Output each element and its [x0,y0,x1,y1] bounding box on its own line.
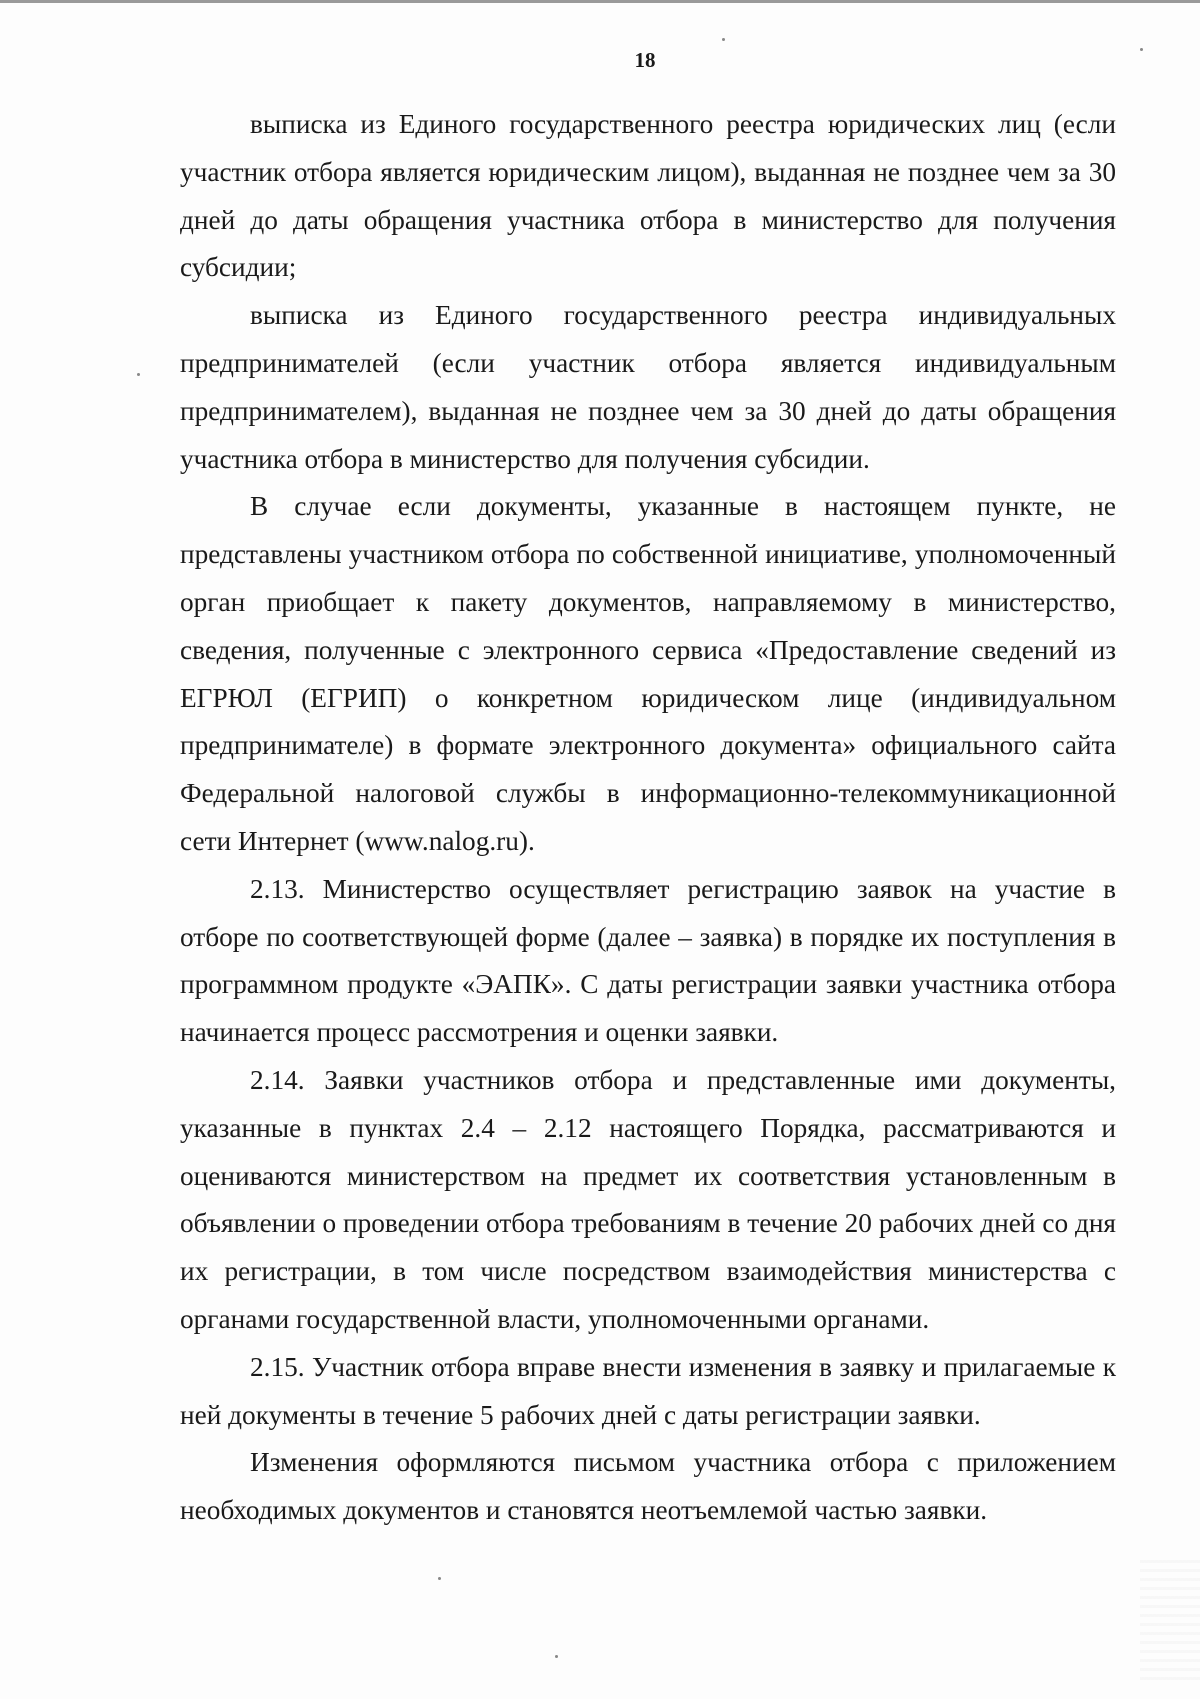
scan-speck [722,38,725,41]
scan-edge-noise [1140,1560,1200,1680]
scan-top-edge [0,0,1200,3]
paragraph-2-14: 2.14. Заявки участников отбора и представленные ими документы, указанные в пунктах 2.4 – 2.12 настоящего Порядка, рассматриваются и оцениваются министерством на предмет их соответствия установленным в объявлении о проведении отбора требованиям в течение 20 рабочих дней со дня их регистрации, в том числе посредством взаимодействия министерства с органами государственной власти, уполномоченными органами. [180,1064,1116,1334]
paragraph-changes: Изменения оформляются письмом участника отбора с приложением необходимых документов и становятся неотъемлемой частью заявки. [180,1447,1116,1526]
paragraph-documents-not-submitted: В случае если документы, указанные в настоящем пункте, не представлены участником отбора по собственной инициативе, уполномоченный орган приобщает к пакету документов, направляемому в министерство, сведения, полученные с электронного сервиса «Предоставление сведений из ЕГРЮЛ (ЕГРИП) о конкретном юридическом лице (индивидуальном предпринимателе) в формате электронного документа» официального сайта Федеральной налоговой службы в информационно-телекоммуникационной сети Интернет (www.nalog.ru). [180,491,1116,856]
page-number: 18 [634,48,656,72]
paragraph-2-15: 2.15. Участник отбора вправе внести изменения в заявку и прилагаемые к ней документы в течение 5 рабочих дней с даты регистрации заявки. [180,1351,1116,1430]
scan-speck [555,1655,558,1658]
scan-speck [137,373,140,376]
paragraph-egrip-extract: выписка из Единого государственного реестра индивидуальных предпринимателей (если участник отбора является индивидуальным предпринимателем), выданная не позднее чем за 30 дней до даты обращения участника отбора в министерство для получения субсидии. [180,300,1116,474]
scan-speck [1140,48,1143,51]
paragraph-2-13: 2.13. Министерство осуществляет регистрацию заявок на участие в отборе по соответствующей форме (далее – заявка) в порядке их поступления в программном продукте «ЭАПК». С даты регистрации заявки участника отбора начинается процесс рассмотрения и оценки заявки. [180,873,1116,1048]
document-body [180,101,1116,1535]
scan-speck [438,1577,441,1580]
paragraph-egrul-extract: выписка из Единого государственного реестра юридических лиц (если участник отбора является юридическим лицом), выданная не позднее чем за 30 дней до даты обращения участника отбора в министерство для получения субсидии; [180,109,1116,283]
